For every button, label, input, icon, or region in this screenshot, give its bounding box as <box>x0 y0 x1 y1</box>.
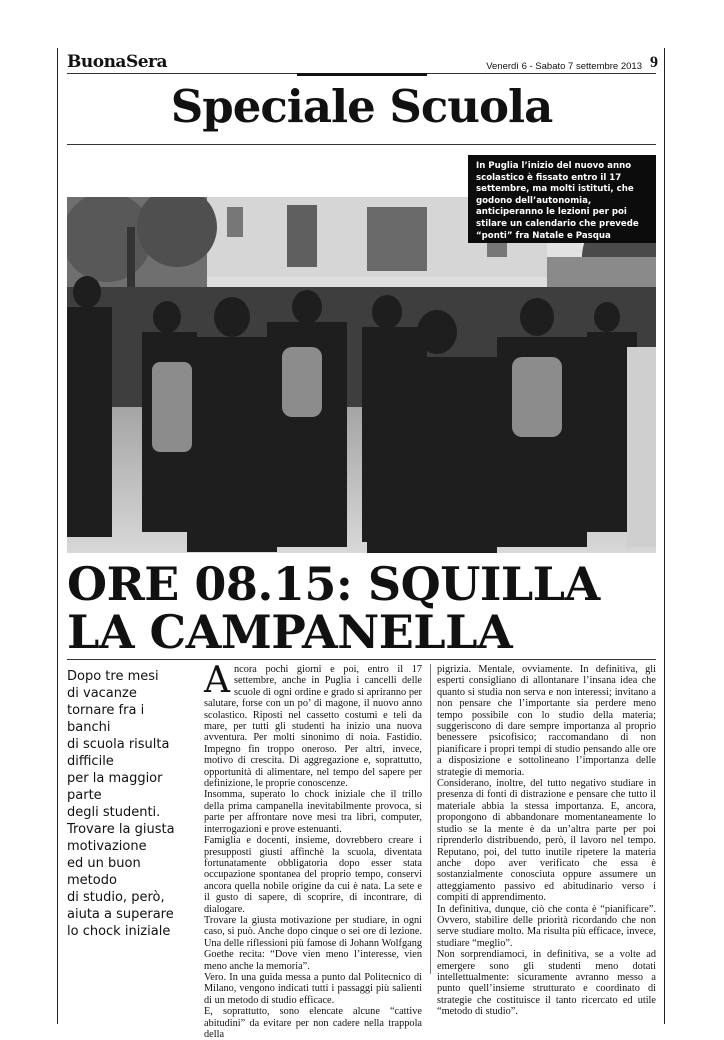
standfirst-line: aiuta a superare <box>67 907 174 922</box>
section-title: Speciale Scuola <box>170 80 553 133</box>
article-paragraph: Trovare la giusta motivazione per studiare, in ogni caso, si può. Anche dopo cinque o sei ore di lezione. Una delle riflessioni più famose di Johann Wolfgang Goethe recita: “Dove vien meno l’interesse, vien meno anche la memoria”. <box>204 914 422 972</box>
standfirst-line: per la maggior <box>67 771 163 786</box>
left-margin-rule <box>57 48 58 1024</box>
standfirst-line: Dopo tre mesi <box>67 669 159 684</box>
header-rule-accent <box>297 73 427 76</box>
students-walking-image <box>67 197 656 553</box>
standfirst-line: di studio, però, <box>67 890 165 905</box>
right-margin-rule <box>664 48 665 1024</box>
standfirst-line: di vacanze <box>67 686 137 701</box>
issue-date: Venerdì 6 - Sabato 7 settembre 2013 <box>486 61 642 72</box>
headline-line-2: LA CAMPANELLA <box>67 605 513 659</box>
article-paragraph: E, soprattutto, sono elencate alcune “cattive abitudini” da evitare per non cadere nella trappola della <box>204 1006 422 1040</box>
article-paragraph: In definitiva, dunque, ciò che conta è “pianificare”. Ovvero, stabilire delle priorità ricordando che non serve studiare molto. Ma risulta più efficace, invece, studiare “meglio”. <box>437 903 656 949</box>
standfirst-line: difficile <box>67 754 114 769</box>
standfirst-line: banchi <box>67 720 111 735</box>
photo-callout-box: In Puglia l’inizio del nuovo anno scolastico è fissato entro il 17 settembre, ma molti istituti, che godono dell’autonomia, anticiperanno le lezioni per poi stilare un calendario che prevede “ponti” fra Natale e Pasqua <box>468 155 656 243</box>
standfirst <box>67 668 187 940</box>
article-paragraph: Insomma, superato lo chock iniziale che il trillo della prima campanella inevitabilmente provoca, si parte per affrontare nove mesi tra libri, computer, interrogazioni e prove estenuanti. <box>204 789 422 835</box>
standfirst-line: Trovare la giusta <box>67 822 175 837</box>
article-headline <box>67 557 667 659</box>
headline-line-1: ORE 08.15: SQUILLA <box>67 557 600 611</box>
article-paragraph: Famiglia e docenti, insieme, dovrebbero creare i presupposti giusti affinchè la scuola, diventata fortunatamente obbligatoria dopo esser stata occupazione spontanea del proprio tempo, conservi ancora quella nobile origine da cui è nata. La sete e il gusto di sapere, di scoprire, di incontrare, di dialogare. <box>204 835 422 915</box>
section-rule <box>67 144 656 145</box>
standfirst-line: motivazione <box>67 839 147 854</box>
standfirst-line: tornare fra i <box>67 703 145 718</box>
article-column-1 <box>204 660 422 1040</box>
students-photo <box>67 197 656 553</box>
standfirst-line: ed un buon <box>67 856 141 871</box>
standfirst-line: parte <box>67 788 102 803</box>
drop-cap: A <box>204 660 230 701</box>
standfirst-line: lo chock iniziale <box>67 924 171 939</box>
standfirst-line: degli studenti. <box>67 805 161 820</box>
article-paragraph: Considerano, inoltre, del tutto negativo studiare in presenza di fonti di distrazione e pensare che tutto il materiale abbia la stessa importanza. E, ancora, propongono di abbandonare momentaneamente lo studio se la mente è da un’altra parte per poi riprenderlo distribuendo, però, il lavoro nel tempo. Reputano, poi, del tutto inutile ripetere la materia anche dopo aver verificato che essa è sostanzialmente conosciuta oppure assumere un atteggiamento passivo ed abitudinario verso i compiti di apprendimento. <box>437 778 656 904</box>
article-column-2 <box>437 664 656 1018</box>
article-paragraph <box>204 660 422 790</box>
column-divider <box>430 664 431 974</box>
standfirst-line: di scuola risulta <box>67 737 170 752</box>
page-number: 9 <box>650 54 658 71</box>
headline-rule <box>67 659 656 660</box>
article-paragraph: Non sorprendiamoci, in definitiva, se a volte ad emergere sono gli studenti meno dotati intellettualmente: sicuramente avranno messo a punto quell’insieme strutturato e coordinato di strategie che costituisce il tanto ricercato ed utile “metodo di studio”. <box>437 949 656 1018</box>
paragraph-text: ncora pochi giorni e poi, entro il 17 settembre, anche in Puglia i cancelli delle scuole di ogni ordine e grado si apriranno per salutare, forse con un po’ di magone, il nuovo anno scolastico. Riposti nel cassetto costumi e teli da mare, per tutti gli studenti ha inizio una nuova avventura. Per molti sinonimo di noia. Fastidio. Impegno fin troppo oneroso. Per altri, invece, motivo di crescita. Di aggregazione e, soprattutto, opportunità di alimentare, nel tempo del sapere per definizione, le proprie conoscenze. <box>204 664 422 790</box>
masthead-logo: BuonaSera <box>67 52 168 72</box>
article-paragraph: Vero. In una guida messa a punto dal Politecnico di Milano, vengono indicati tutti i passaggi più salienti di un metodo di studio efficace. <box>204 971 422 1006</box>
article-paragraph: pigrizia. Mentale, ovviamente. In definitiva, gli esperti consigliano di allontanare l’insana idea che quanto si studia non serva e non interessi; invitano a non pensare che l’importante sia perdere meno tempo possibile con lo studio della materia; suggeriscono di dare sempre importanza al proprio benessere psicofisico; raccomandano di non pianificare i propri tempi di studio pensando alle ore a disposizione e sottolineano l’importanza delle strategie di memoria. <box>437 664 656 778</box>
standfirst-line: metodo <box>67 873 117 888</box>
